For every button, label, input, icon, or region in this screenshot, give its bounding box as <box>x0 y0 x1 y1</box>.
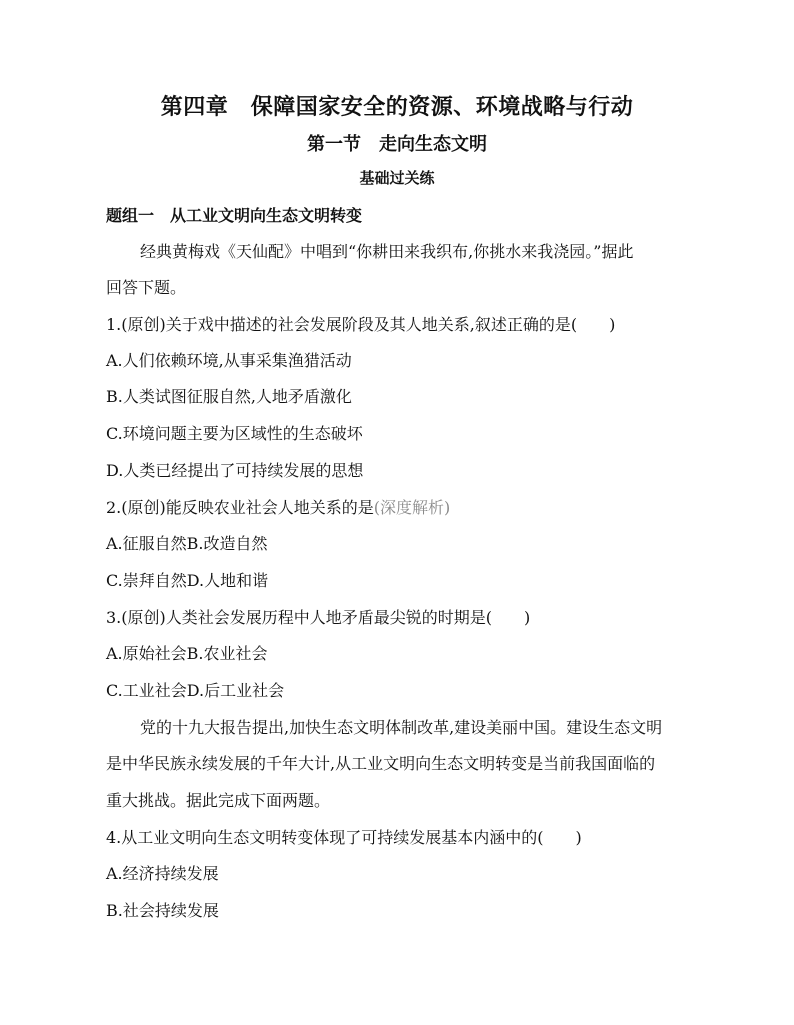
passage2-line2: 是中华民族永续发展的千年大计,从工业文明向生态文明转变是当前我国面临的 <box>106 754 656 773</box>
question3-options-cd: C.工业社会D.后工业社会 <box>106 681 285 700</box>
question1-stem: 1.(原创)关于戏中描述的社会发展阶段及其人地关系,叙述正确的是( ) <box>106 315 616 334</box>
question4-option-b: B.社会持续发展 <box>106 901 219 920</box>
passage1-line1: 经典黄梅戏《天仙配》中唱到“你耕田来我织布,你挑水来我浇园。”据此 <box>140 242 634 261</box>
question1-option-c: C.环境问题主要为区域性的生态破坏 <box>106 424 363 443</box>
question2-line <box>106 497 450 519</box>
question1-option-d: D.人类已经提出了可持续发展的思想 <box>106 461 364 480</box>
passage1-line2: 回答下题。 <box>106 278 187 297</box>
question4-stem: 4.从工业文明向生态文明转变体现了可持续发展基本内涵中的( ) <box>106 828 582 847</box>
question1-option-a: A.人们依赖环境,从事采集渔猎活动 <box>106 351 352 370</box>
question2-options-ab: A.征服自然B.改造自然 <box>106 534 268 553</box>
passage2-line1: 党的十九大报告提出,加快生态文明体制改革,建设美丽中国。建设生态文明 <box>140 718 663 737</box>
question3-options-ab: A.原始社会B.农业社会 <box>106 644 268 663</box>
question3-stem: 3.(原创)人类社会发展历程中人地矛盾最尖锐的时期是( ) <box>106 608 531 627</box>
section-title: 第一节 走向生态文明 <box>307 134 487 155</box>
part-title: 基础过关练 <box>359 169 435 187</box>
question-group-title: 题组一 从工业文明向生态文明转变 <box>106 206 363 225</box>
passage2-line3: 重大挑战。据此完成下面两题。 <box>106 791 331 810</box>
question4-option-a: A.经济持续发展 <box>106 864 219 883</box>
question2-stem: 2.(原创)能反映农业社会人地关系的是 <box>106 498 374 517</box>
question1-option-b: B.人类试图征服自然,人地矛盾激化 <box>106 387 352 406</box>
question2-options-cd: C.崇拜自然D.人地和谐 <box>106 571 269 590</box>
deep-analysis-link[interactable]: (深度解析) <box>373 498 451 517</box>
chapter-title: 第四章 保障国家安全的资源、环境战略与行动 <box>160 94 634 120</box>
